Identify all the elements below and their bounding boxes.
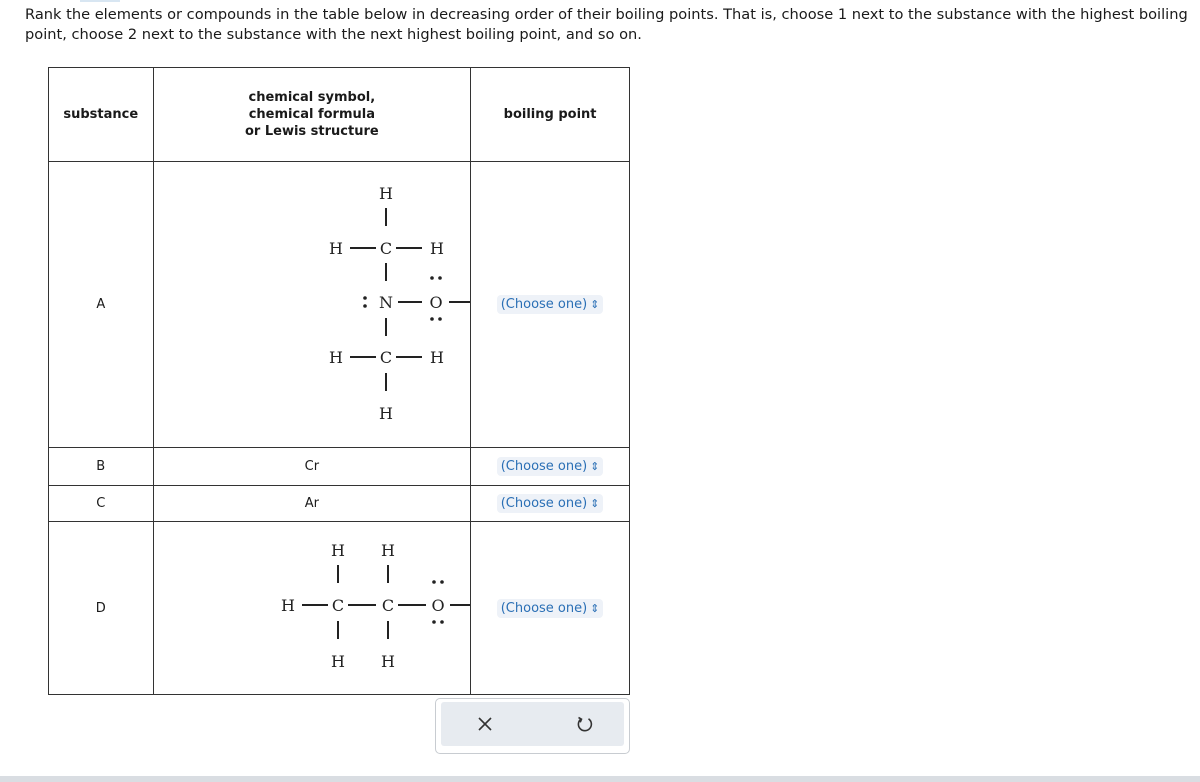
row-label-c: C [49, 486, 154, 522]
symbol-b: Cr [153, 448, 471, 486]
atom-h: H [280, 596, 295, 615]
updown-chevron-icon: ⇕ [590, 298, 600, 311]
rank-select-d[interactable] [497, 599, 604, 618]
undo-icon [576, 715, 594, 733]
rank-select-d-value: (Choose one) [500, 600, 588, 616]
atom-h: H [330, 652, 345, 671]
prompt-line-1: Rank the elements or compounds in the table below in decreasing order of their boiling points. That is, choose 1 next to the substance with the highest boiling [25, 6, 1188, 23]
atom-h: H [380, 652, 395, 671]
answer-toolbar [435, 698, 630, 754]
question-prompt [25, 5, 1200, 45]
atom-h: H [429, 238, 444, 258]
ranking-table [48, 67, 630, 695]
rank-select-a[interactable] [497, 295, 604, 314]
table-header-row [49, 68, 630, 162]
symbol-c: Ar [153, 486, 471, 522]
header-symbol-line-1: chemical symbol, [248, 90, 376, 105]
atom-c: C [331, 596, 344, 615]
answer-toolbar-inner [441, 702, 624, 746]
row-label-b: B [49, 448, 154, 486]
top-accent-line [80, 0, 120, 2]
table-row [49, 162, 630, 448]
header-symbol-line-2: chemical formula [248, 107, 375, 122]
table-row [49, 448, 630, 486]
boiling-cell-c [471, 486, 630, 522]
row-label-d: D [49, 522, 154, 695]
atom-n: N [378, 292, 393, 312]
atom-h: H [380, 541, 395, 560]
rank-select-a-value: (Choose one) [500, 297, 588, 312]
x-icon [477, 716, 493, 732]
atom-o: O [429, 292, 443, 312]
lewis-structure-d [153, 522, 471, 695]
atom-h: H [378, 183, 393, 203]
clear-button[interactable] [455, 702, 515, 746]
lewis-d-svg [154, 522, 470, 690]
table-row [49, 486, 630, 522]
boiling-cell-a [471, 162, 630, 448]
header-substance: substance [49, 68, 154, 162]
atom-h: H [328, 238, 343, 258]
updown-chevron-icon: ⇕ [590, 497, 600, 510]
undo-button[interactable] [555, 702, 615, 746]
rank-select-b-value: (Choose one) [500, 459, 588, 474]
rank-select-c[interactable] [497, 494, 604, 513]
atom-h: H [378, 403, 393, 423]
header-symbol-line-3: or Lewis structure [244, 124, 379, 139]
boiling-cell-d [471, 522, 630, 695]
bottom-scroll-bar [0, 776, 1200, 782]
atom-c: C [379, 238, 392, 258]
atom-h: H [328, 347, 343, 367]
atom-c: C [381, 596, 394, 615]
lewis-structure-a [153, 162, 471, 448]
header-boiling-point: boiling point [471, 68, 630, 162]
row-label-a: A [49, 162, 154, 448]
rank-select-c-value: (Choose one) [500, 496, 588, 511]
atom-c: C [379, 347, 392, 367]
prompt-line-2: point, choose 2 next to the substance with the next highest boiling point, and so on. [25, 26, 642, 43]
updown-chevron-icon: ⇕ [590, 460, 600, 473]
rank-select-b[interactable] [497, 457, 604, 476]
atom-o: O [431, 596, 445, 615]
boiling-cell-b [471, 448, 630, 486]
atom-h: H [330, 541, 345, 560]
table-row [49, 522, 630, 695]
lewis-a-svg [154, 163, 470, 443]
updown-chevron-icon: ⇕ [590, 601, 600, 615]
atom-h: H [429, 347, 444, 367]
header-symbol [153, 68, 471, 162]
